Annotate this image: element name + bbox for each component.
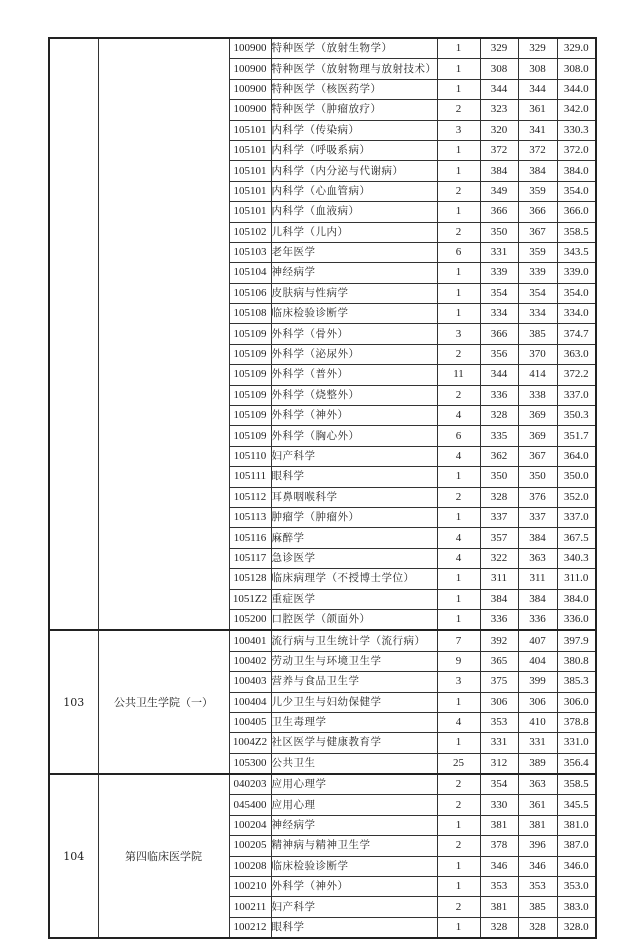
min-score: 331 bbox=[480, 733, 518, 753]
major-code: 100208 bbox=[229, 856, 271, 876]
avg-score: 372.2 bbox=[557, 365, 596, 385]
max-score: 359 bbox=[518, 181, 557, 201]
min-score: 328 bbox=[480, 406, 518, 426]
admit-count: 1 bbox=[437, 304, 480, 324]
max-score: 367 bbox=[518, 222, 557, 242]
major-name: 外科学（烧整外） bbox=[271, 385, 437, 405]
admit-count: 2 bbox=[437, 836, 480, 856]
major-code: 105108 bbox=[229, 304, 271, 324]
admit-count: 1 bbox=[437, 856, 480, 876]
admit-count: 1 bbox=[437, 263, 480, 283]
admit-count: 1 bbox=[437, 609, 480, 630]
min-score: 349 bbox=[480, 181, 518, 201]
admit-count: 2 bbox=[437, 487, 480, 507]
avg-score: 331.0 bbox=[557, 733, 596, 753]
avg-score: 378.8 bbox=[557, 712, 596, 732]
major-code: 100212 bbox=[229, 917, 271, 938]
admit-count: 2 bbox=[437, 181, 480, 201]
major-name: 内科学（心血管病） bbox=[271, 181, 437, 201]
admit-count: 1 bbox=[437, 692, 480, 712]
min-score: 306 bbox=[480, 692, 518, 712]
max-score: 381 bbox=[518, 815, 557, 835]
major-code: 105103 bbox=[229, 242, 271, 262]
min-score: 350 bbox=[480, 467, 518, 487]
admission-score-table bbox=[48, 37, 597, 939]
major-name: 眼科学 bbox=[271, 917, 437, 938]
major-name: 外科学（骨外） bbox=[271, 324, 437, 344]
min-score: 378 bbox=[480, 836, 518, 856]
avg-score: 367.5 bbox=[557, 528, 596, 548]
admit-count: 1 bbox=[437, 815, 480, 835]
admit-count: 4 bbox=[437, 446, 480, 466]
avg-score: 337.0 bbox=[557, 385, 596, 405]
min-score: 308 bbox=[480, 59, 518, 79]
major-name: 外科学（普外） bbox=[271, 365, 437, 385]
admit-count: 4 bbox=[437, 406, 480, 426]
avg-score: 358.5 bbox=[557, 774, 596, 795]
max-score: 338 bbox=[518, 385, 557, 405]
avg-score: 397.9 bbox=[557, 630, 596, 651]
major-code: 105128 bbox=[229, 569, 271, 589]
admit-count: 4 bbox=[437, 712, 480, 732]
admit-count: 1 bbox=[437, 38, 480, 59]
major-code: 100210 bbox=[229, 877, 271, 897]
max-score: 363 bbox=[518, 548, 557, 568]
major-name: 特种医学（核医药学） bbox=[271, 79, 437, 99]
major-name: 老年医学 bbox=[271, 242, 437, 262]
table-row bbox=[49, 630, 596, 651]
admit-count: 3 bbox=[437, 324, 480, 344]
max-score: 384 bbox=[518, 528, 557, 548]
admit-count: 2 bbox=[437, 222, 480, 242]
avg-score: 337.0 bbox=[557, 507, 596, 527]
major-code: 100403 bbox=[229, 672, 271, 692]
major-name: 临床检验诊断学 bbox=[271, 304, 437, 324]
avg-score: 354.0 bbox=[557, 283, 596, 303]
avg-score: 385.3 bbox=[557, 672, 596, 692]
admit-count: 9 bbox=[437, 651, 480, 671]
avg-score: 358.5 bbox=[557, 222, 596, 242]
major-name: 内科学（内分泌与代谢病） bbox=[271, 161, 437, 181]
major-name: 重症医学 bbox=[271, 589, 437, 609]
admit-count: 1 bbox=[437, 283, 480, 303]
major-code: 105109 bbox=[229, 324, 271, 344]
admit-count: 1 bbox=[437, 467, 480, 487]
max-score: 353 bbox=[518, 877, 557, 897]
major-name: 内科学（呼吸系病） bbox=[271, 140, 437, 160]
max-score: 329 bbox=[518, 38, 557, 59]
major-code: 105101 bbox=[229, 161, 271, 181]
major-name: 公共卫生 bbox=[271, 753, 437, 774]
admit-count: 1 bbox=[437, 79, 480, 99]
table-row bbox=[49, 774, 596, 795]
min-score: 337 bbox=[480, 507, 518, 527]
major-code: 045400 bbox=[229, 795, 271, 815]
major-name: 耳鼻咽喉科学 bbox=[271, 487, 437, 507]
major-name: 流行病与卫生统计学（流行病） bbox=[271, 630, 437, 651]
major-name: 外科学（神外） bbox=[271, 877, 437, 897]
admit-count: 1 bbox=[437, 140, 480, 160]
admit-count: 7 bbox=[437, 630, 480, 651]
major-name: 神经病学 bbox=[271, 263, 437, 283]
school-name: 第四临床医学院 bbox=[98, 774, 229, 938]
avg-score: 356.4 bbox=[557, 753, 596, 774]
admit-count: 1 bbox=[437, 589, 480, 609]
avg-score: 372.0 bbox=[557, 140, 596, 160]
min-score: 384 bbox=[480, 161, 518, 181]
table-body bbox=[49, 38, 596, 938]
min-score: 384 bbox=[480, 589, 518, 609]
major-code: 100204 bbox=[229, 815, 271, 835]
major-code: 105109 bbox=[229, 385, 271, 405]
min-score: 372 bbox=[480, 140, 518, 160]
major-code: 100401 bbox=[229, 630, 271, 651]
major-name: 皮肤病与性病学 bbox=[271, 283, 437, 303]
major-name: 特种医学（放射物理与放射技术） bbox=[271, 59, 437, 79]
min-score: 381 bbox=[480, 815, 518, 835]
admit-count: 11 bbox=[437, 365, 480, 385]
avg-score: 387.0 bbox=[557, 836, 596, 856]
min-score: 322 bbox=[480, 548, 518, 568]
max-score: 404 bbox=[518, 651, 557, 671]
max-score: 414 bbox=[518, 365, 557, 385]
avg-score: 352.0 bbox=[557, 487, 596, 507]
major-code: 105109 bbox=[229, 406, 271, 426]
admit-count: 1 bbox=[437, 733, 480, 753]
admit-count: 4 bbox=[437, 548, 480, 568]
major-code: 105101 bbox=[229, 140, 271, 160]
major-name: 应用心理学 bbox=[271, 774, 437, 795]
min-score: 328 bbox=[480, 917, 518, 938]
major-name: 应用心理 bbox=[271, 795, 437, 815]
table-row bbox=[49, 38, 596, 59]
school-name bbox=[98, 38, 229, 630]
max-score: 359 bbox=[518, 242, 557, 262]
min-score: 375 bbox=[480, 672, 518, 692]
admit-count: 2 bbox=[437, 897, 480, 917]
school-code bbox=[49, 38, 98, 630]
avg-score: 343.5 bbox=[557, 242, 596, 262]
avg-score: 384.0 bbox=[557, 589, 596, 609]
avg-score: 380.8 bbox=[557, 651, 596, 671]
min-score: 328 bbox=[480, 487, 518, 507]
major-name: 妇产科学 bbox=[271, 897, 437, 917]
major-code: 040203 bbox=[229, 774, 271, 795]
admit-count: 2 bbox=[437, 100, 480, 120]
avg-score: 342.0 bbox=[557, 100, 596, 120]
avg-score: 329.0 bbox=[557, 38, 596, 59]
admit-count: 3 bbox=[437, 120, 480, 140]
max-score: 350 bbox=[518, 467, 557, 487]
min-score: 320 bbox=[480, 120, 518, 140]
min-score: 329 bbox=[480, 38, 518, 59]
admit-count: 1 bbox=[437, 59, 480, 79]
major-code: 1051Z2 bbox=[229, 589, 271, 609]
min-score: 357 bbox=[480, 528, 518, 548]
min-score: 312 bbox=[480, 753, 518, 774]
major-code: 105109 bbox=[229, 365, 271, 385]
major-name: 特种医学（放射生物学） bbox=[271, 38, 437, 59]
major-name: 精神病与精神卫生学 bbox=[271, 836, 437, 856]
avg-score: 340.3 bbox=[557, 548, 596, 568]
major-code: 100900 bbox=[229, 59, 271, 79]
avg-score: 311.0 bbox=[557, 569, 596, 589]
max-score: 384 bbox=[518, 589, 557, 609]
major-name: 临床病理学（不授博士学位） bbox=[271, 569, 437, 589]
max-score: 396 bbox=[518, 836, 557, 856]
admit-count: 1 bbox=[437, 917, 480, 938]
major-name: 外科学（胸心外） bbox=[271, 426, 437, 446]
avg-score: 328.0 bbox=[557, 917, 596, 938]
min-score: 392 bbox=[480, 630, 518, 651]
max-score: 370 bbox=[518, 344, 557, 364]
major-name: 儿少卫生与妇幼保健学 bbox=[271, 692, 437, 712]
major-name: 内科学（血液病） bbox=[271, 202, 437, 222]
avg-score: 330.3 bbox=[557, 120, 596, 140]
max-score: 311 bbox=[518, 569, 557, 589]
max-score: 344 bbox=[518, 79, 557, 99]
avg-score: 353.0 bbox=[557, 877, 596, 897]
major-code: 105200 bbox=[229, 609, 271, 630]
school-code: 103 bbox=[49, 630, 98, 774]
major-code: 100900 bbox=[229, 100, 271, 120]
max-score: 385 bbox=[518, 324, 557, 344]
major-code: 105112 bbox=[229, 487, 271, 507]
max-score: 384 bbox=[518, 161, 557, 181]
max-score: 334 bbox=[518, 304, 557, 324]
major-code: 105101 bbox=[229, 202, 271, 222]
major-code: 105109 bbox=[229, 344, 271, 364]
min-score: 336 bbox=[480, 385, 518, 405]
admit-count: 2 bbox=[437, 385, 480, 405]
min-score: 346 bbox=[480, 856, 518, 876]
max-score: 407 bbox=[518, 630, 557, 651]
major-code: 105116 bbox=[229, 528, 271, 548]
major-name: 临床检验诊断学 bbox=[271, 856, 437, 876]
admit-count: 2 bbox=[437, 774, 480, 795]
major-code: 105109 bbox=[229, 426, 271, 446]
major-code: 100405 bbox=[229, 712, 271, 732]
major-name: 卫生毒理学 bbox=[271, 712, 437, 732]
admit-count: 1 bbox=[437, 202, 480, 222]
avg-score: 334.0 bbox=[557, 304, 596, 324]
min-score: 366 bbox=[480, 324, 518, 344]
major-code: 105101 bbox=[229, 181, 271, 201]
major-code: 105101 bbox=[229, 120, 271, 140]
avg-score: 346.0 bbox=[557, 856, 596, 876]
admit-count: 6 bbox=[437, 426, 480, 446]
avg-score: 350.3 bbox=[557, 406, 596, 426]
major-name: 劳动卫生与环境卫生学 bbox=[271, 651, 437, 671]
major-name: 急诊医学 bbox=[271, 548, 437, 568]
avg-score: 381.0 bbox=[557, 815, 596, 835]
min-score: 350 bbox=[480, 222, 518, 242]
major-name: 内科学（传染病） bbox=[271, 120, 437, 140]
max-score: 399 bbox=[518, 672, 557, 692]
major-code: 1004Z2 bbox=[229, 733, 271, 753]
major-code: 105111 bbox=[229, 467, 271, 487]
min-score: 362 bbox=[480, 446, 518, 466]
max-score: 336 bbox=[518, 609, 557, 630]
major-name: 营养与食品卫生学 bbox=[271, 672, 437, 692]
min-score: 323 bbox=[480, 100, 518, 120]
admit-count: 2 bbox=[437, 344, 480, 364]
major-code: 105113 bbox=[229, 507, 271, 527]
admit-count: 25 bbox=[437, 753, 480, 774]
avg-score: 363.0 bbox=[557, 344, 596, 364]
avg-score: 383.0 bbox=[557, 897, 596, 917]
min-score: 331 bbox=[480, 242, 518, 262]
min-score: 336 bbox=[480, 609, 518, 630]
max-score: 331 bbox=[518, 733, 557, 753]
max-score: 341 bbox=[518, 120, 557, 140]
major-name: 神经病学 bbox=[271, 815, 437, 835]
max-score: 389 bbox=[518, 753, 557, 774]
major-name: 儿科学（儿内） bbox=[271, 222, 437, 242]
max-score: 410 bbox=[518, 712, 557, 732]
max-score: 372 bbox=[518, 140, 557, 160]
min-score: 353 bbox=[480, 877, 518, 897]
min-score: 334 bbox=[480, 304, 518, 324]
major-code: 100205 bbox=[229, 836, 271, 856]
min-score: 354 bbox=[480, 774, 518, 795]
major-name: 外科学（泌尿外） bbox=[271, 344, 437, 364]
max-score: 385 bbox=[518, 897, 557, 917]
avg-score: 345.5 bbox=[557, 795, 596, 815]
major-name: 肿瘤学（肿瘤外） bbox=[271, 507, 437, 527]
major-name: 麻醉学 bbox=[271, 528, 437, 548]
avg-score: 350.0 bbox=[557, 467, 596, 487]
max-score: 346 bbox=[518, 856, 557, 876]
min-score: 311 bbox=[480, 569, 518, 589]
major-code: 105300 bbox=[229, 753, 271, 774]
admit-count: 1 bbox=[437, 877, 480, 897]
major-code: 100211 bbox=[229, 897, 271, 917]
max-score: 361 bbox=[518, 100, 557, 120]
avg-score: 384.0 bbox=[557, 161, 596, 181]
major-code: 105106 bbox=[229, 283, 271, 303]
max-score: 361 bbox=[518, 795, 557, 815]
major-name: 眼科学 bbox=[271, 467, 437, 487]
avg-score: 354.0 bbox=[557, 181, 596, 201]
admit-count: 2 bbox=[437, 795, 480, 815]
major-code: 105104 bbox=[229, 263, 271, 283]
min-score: 335 bbox=[480, 426, 518, 446]
avg-score: 339.0 bbox=[557, 263, 596, 283]
admit-count: 3 bbox=[437, 672, 480, 692]
major-code: 105117 bbox=[229, 548, 271, 568]
major-code: 100402 bbox=[229, 651, 271, 671]
major-code: 105110 bbox=[229, 446, 271, 466]
min-score: 344 bbox=[480, 365, 518, 385]
min-score: 353 bbox=[480, 712, 518, 732]
min-score: 330 bbox=[480, 795, 518, 815]
min-score: 366 bbox=[480, 202, 518, 222]
min-score: 356 bbox=[480, 344, 518, 364]
major-name: 特种医学（肿瘤放疗） bbox=[271, 100, 437, 120]
min-score: 339 bbox=[480, 263, 518, 283]
max-score: 369 bbox=[518, 426, 557, 446]
avg-score: 308.0 bbox=[557, 59, 596, 79]
min-score: 365 bbox=[480, 651, 518, 671]
admit-count: 1 bbox=[437, 569, 480, 589]
max-score: 308 bbox=[518, 59, 557, 79]
max-score: 328 bbox=[518, 917, 557, 938]
admit-count: 1 bbox=[437, 507, 480, 527]
min-score: 381 bbox=[480, 897, 518, 917]
max-score: 337 bbox=[518, 507, 557, 527]
school-name: 公共卫生学院（一） bbox=[98, 630, 229, 774]
avg-score: 374.7 bbox=[557, 324, 596, 344]
major-name: 妇产科学 bbox=[271, 446, 437, 466]
avg-score: 336.0 bbox=[557, 609, 596, 630]
max-score: 366 bbox=[518, 202, 557, 222]
major-code: 100900 bbox=[229, 79, 271, 99]
school-code: 104 bbox=[49, 774, 98, 938]
max-score: 367 bbox=[518, 446, 557, 466]
max-score: 369 bbox=[518, 406, 557, 426]
major-name: 社区医学与健康教育学 bbox=[271, 733, 437, 753]
min-score: 344 bbox=[480, 79, 518, 99]
min-score: 354 bbox=[480, 283, 518, 303]
avg-score: 351.7 bbox=[557, 426, 596, 446]
major-code: 105102 bbox=[229, 222, 271, 242]
major-code: 100404 bbox=[229, 692, 271, 712]
admit-count: 6 bbox=[437, 242, 480, 262]
major-name: 外科学（神外） bbox=[271, 406, 437, 426]
major-name: 口腔医学（颌面外） bbox=[271, 609, 437, 630]
max-score: 376 bbox=[518, 487, 557, 507]
avg-score: 366.0 bbox=[557, 202, 596, 222]
max-score: 306 bbox=[518, 692, 557, 712]
avg-score: 344.0 bbox=[557, 79, 596, 99]
admit-count: 4 bbox=[437, 528, 480, 548]
avg-score: 306.0 bbox=[557, 692, 596, 712]
avg-score: 364.0 bbox=[557, 446, 596, 466]
major-code: 100900 bbox=[229, 38, 271, 59]
admit-count: 1 bbox=[437, 161, 480, 181]
max-score: 363 bbox=[518, 774, 557, 795]
max-score: 354 bbox=[518, 283, 557, 303]
max-score: 339 bbox=[518, 263, 557, 283]
